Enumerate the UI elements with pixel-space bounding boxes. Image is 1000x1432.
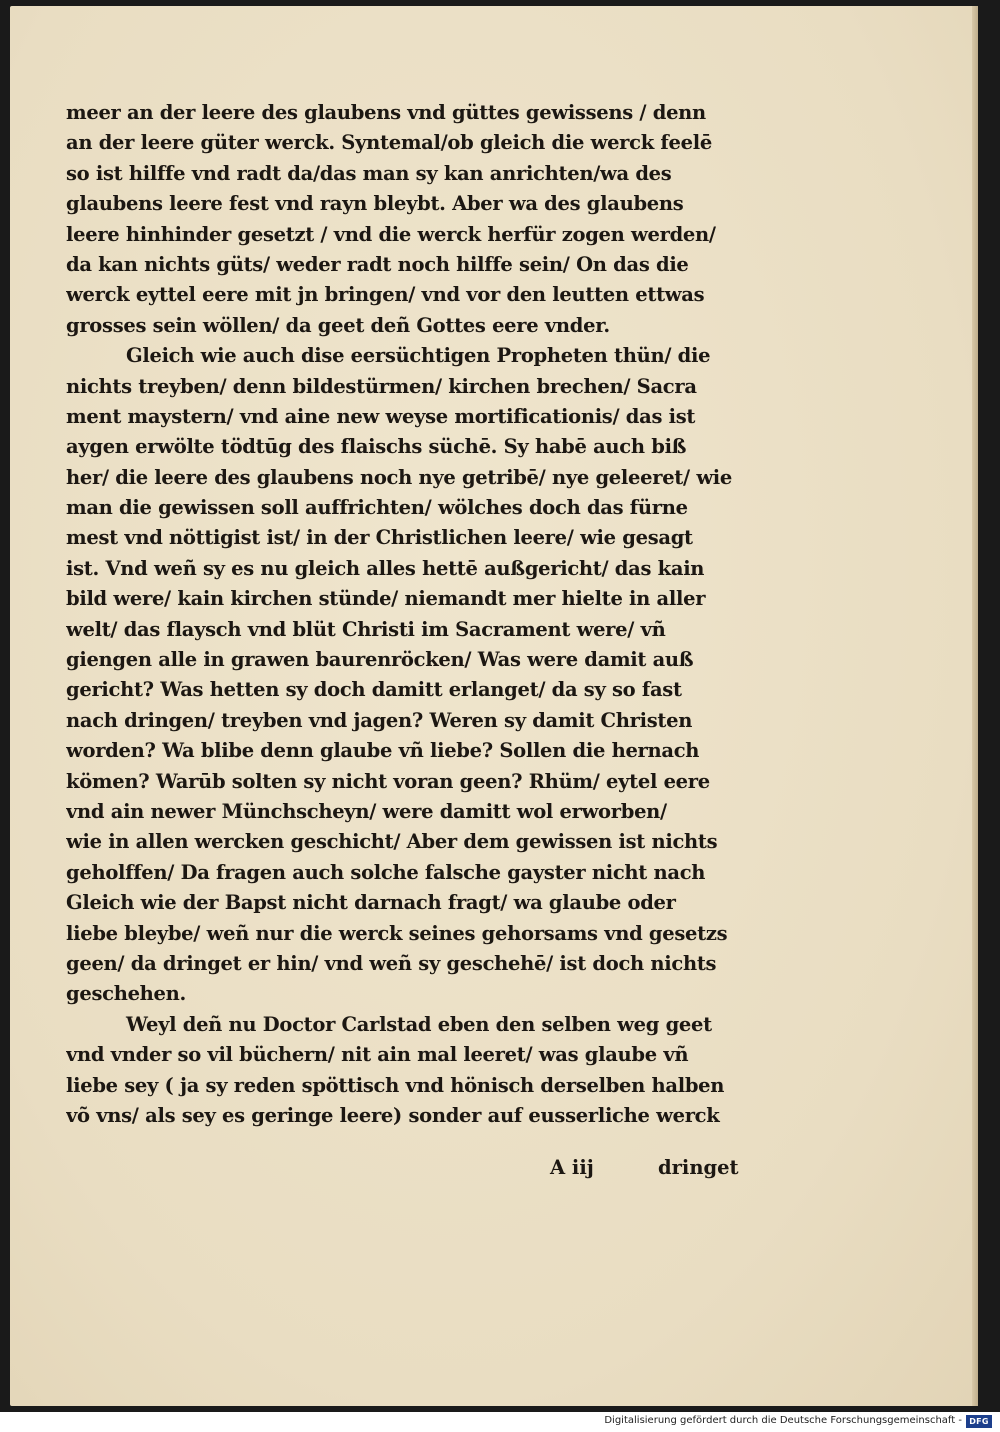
text-line: an der leere güter werck. Syntemal/ob gleich die werck feelē bbox=[66, 131, 712, 155]
page-edge bbox=[972, 6, 978, 1406]
body-text bbox=[66, 98, 786, 1131]
text-line: geschehen. bbox=[66, 982, 187, 1006]
text-line: nichts treyben/ denn bildestürmen/ kirchen brechen/ Sacra bbox=[66, 374, 697, 398]
text-line: so ist hilffe vnd radt da/das man sy kan anrichten/wa des bbox=[66, 161, 672, 185]
text-line: man die gewissen soll auffrichten/ wölches doch das fürne bbox=[66, 496, 688, 520]
text-line: liebe bleybe/ weñ nur die werck seines gehorsams vnd gesetzs bbox=[66, 921, 728, 945]
text-line: mest vnd nöttigist ist/ in der Christlichen leere/ wie gesagt bbox=[66, 526, 693, 550]
text-line: grosses sein wöllen/ da geet deñ Gottes eere vnder. bbox=[66, 313, 610, 337]
text-line: bild were/ kain kirchen stünde/ niemandt mer hielte in aller bbox=[66, 587, 706, 611]
credit-bar bbox=[0, 1412, 1000, 1432]
text-line: geholffen/ Da fragen auch solche falsche gayster nicht nach bbox=[66, 860, 706, 884]
text-line: meer an der leere des glaubens vnd güttes gewissens / denn bbox=[66, 101, 706, 124]
text-line: kömen? Warūb solten sy nicht voran geen? Rhüm/ eytel eere bbox=[66, 769, 710, 793]
text-line: aygen erwölte tödtūg des flaischs süchē. Sy habē auch biß bbox=[66, 435, 687, 459]
book-page bbox=[10, 6, 978, 1406]
text-line: geen/ da dringet er hin/ vnd weñ sy geschehē/ ist doch nichts bbox=[66, 951, 717, 975]
text-line: werck eyttel eere mit jn bringen/ vnd vor den leutten ettwas bbox=[66, 283, 705, 307]
text-line: võ vns/ als sey es geringe leere) sonder auf eusserliche werck bbox=[66, 1103, 720, 1127]
text-line: leere hinhinder gesetzt / vnd die werck herfür zogen werden/ bbox=[66, 222, 716, 246]
page-foot bbox=[550, 1156, 780, 1186]
catchword: dringet bbox=[658, 1156, 739, 1179]
text-line: Gleich wie der Bapst nicht darnach fragt/ wa glaube oder bbox=[66, 891, 676, 915]
text-line: da kan nichts güts/ weder radt noch hilffe sein/ On das die bbox=[66, 252, 689, 276]
text-line: liebe sey ( ja sy reden spöttisch vnd hönisch derselben halben bbox=[66, 1073, 725, 1097]
text-line: her/ die leere des glaubens noch nye getribē/ nye geleeret/ wie bbox=[66, 465, 733, 489]
text-line: vnd vnder so vil büchern/ nit ain mal leeret/ was glaube vñ bbox=[66, 1043, 689, 1067]
funding-credit: Digitalisierung gefördert durch die Deutsche Forschungsgemeinschaft - bbox=[604, 1415, 962, 1426]
dfg-logo-icon: DFG bbox=[966, 1415, 992, 1428]
signature-mark: A iij bbox=[550, 1156, 594, 1179]
paragraph-start-line: Weyl deñ nu Doctor Carlstad eben den selben weg geet bbox=[126, 1012, 712, 1036]
text-line: giengen alle in grawen baurenröcken/ Was were damit auß bbox=[66, 648, 694, 672]
text-line: gericht? Was hetten sy doch damitt erlanget/ da sy so fast bbox=[66, 678, 682, 702]
text-line: wie in allen wercken geschicht/ Aber dem gewissen ist nichts bbox=[66, 830, 718, 854]
text-line: glaubens leere fest vnd rayn bleybt. Aber wa des glaubens bbox=[66, 192, 684, 216]
text-line: vnd ain newer Münchscheyn/ were damitt wol erworben/ bbox=[66, 799, 667, 823]
text-line: worden? Wa blibe denn glaube vñ liebe? Sollen die hernach bbox=[66, 739, 700, 763]
text-line: ist. Vnd weñ sy es nu gleich alles hettē außgericht/ das kain bbox=[66, 556, 705, 580]
paragraph-start-line: Gleich wie auch dise eersüchtigen Propheten thün/ die bbox=[126, 344, 711, 368]
text-line: ment maystern/ vnd aine new weyse mortificationis/ das ist bbox=[66, 404, 696, 428]
text-line: welt/ das flaysch vnd blüt Christi im Sacrament were/ vñ bbox=[66, 617, 666, 641]
text-line: nach dringen/ treyben vnd jagen? Weren sy damit Christen bbox=[66, 708, 693, 732]
